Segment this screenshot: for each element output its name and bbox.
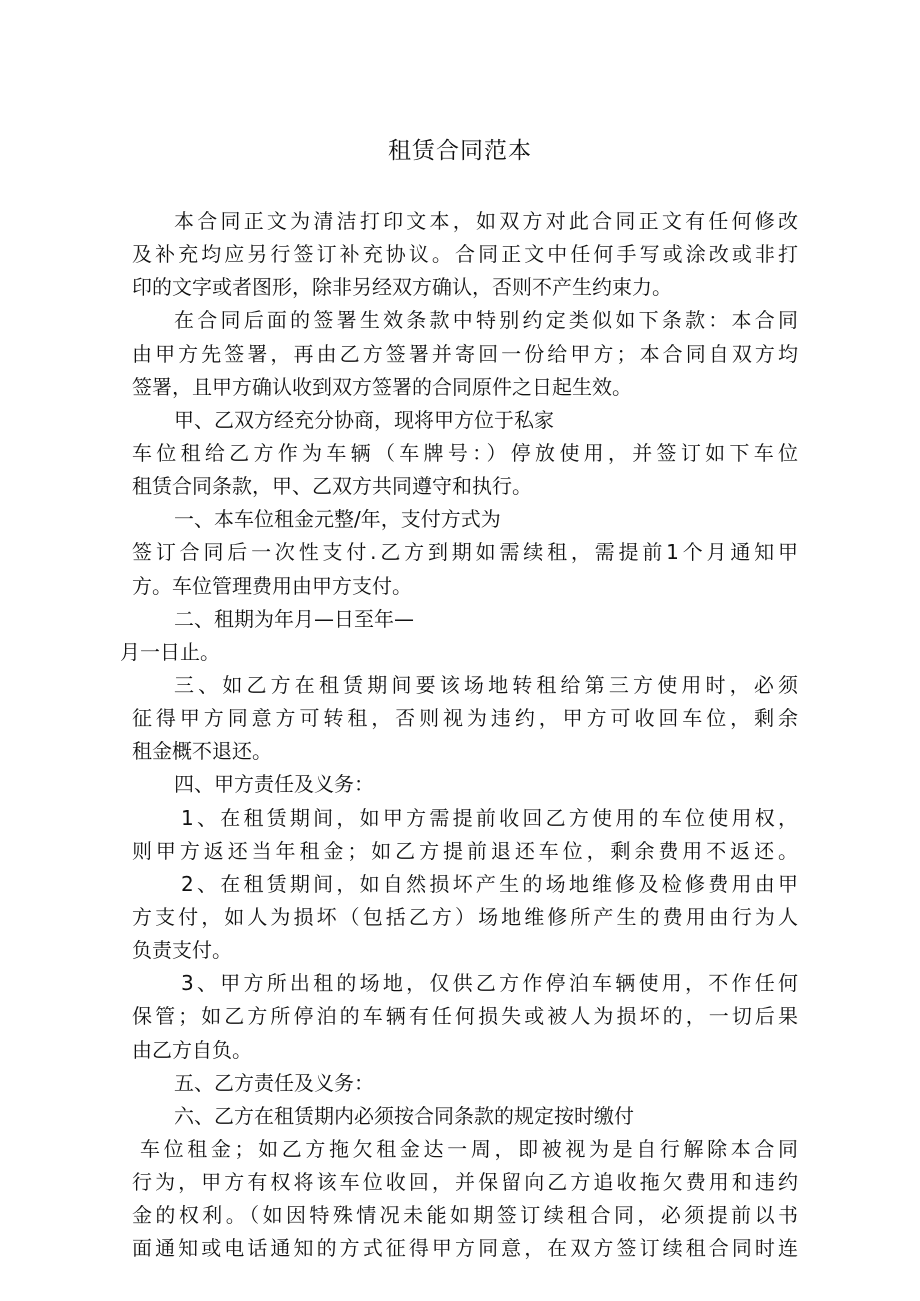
text-line: 行为，甲方有权将该车位收回，并保留向乙方追收拖欠费用和违约 [132,1170,798,1195]
text-line: 车位租金；如乙方拖欠租金达一周，即被视为是自行解除本合同 [140,1136,798,1161]
text-line: 签署，且甲方确认收到双方签署的合同原件之日起生效。 [132,374,632,399]
document-title: 租赁合同范本 [388,138,532,164]
text-line: 签订合同后一次性支付.乙方到期如需续租，需提前1个月通知甲 [132,540,798,565]
text-line: 方。车位管理费用由甲方支付。 [132,573,412,598]
text-line: 方支付，如人为损坏（包括乙方）场地维修所产生的费用由行为人 [132,904,798,929]
text-line: 面通知或电话通知的方式征得甲方同意，在双方签订续租合同时连 [132,1236,798,1261]
text-line: 车位租给乙方作为车辆（车牌号：）停放使用，并签订如下车位 [132,440,798,465]
text-line: 征得甲方同意方可转租，否则视为违约，甲方可收回车位，剩余 [132,706,798,731]
text-line: 月一日止。 [120,639,220,664]
text-line: 一、本车位租金元整/年，支付方式为 [174,507,501,532]
text-line: 由乙方自负。 [132,1037,252,1062]
text-line: 租赁合同条款，甲、乙双方共同遵守和执行。 [132,474,532,499]
text-line: 印的文字或者图形，除非另经双方确认，否则不产生约束力。 [132,275,672,300]
text-line: 三、如乙方在租赁期间要该场地转租给第三方使用时，必须 [174,672,798,697]
text-line: 四、甲方责任及义务： [174,772,374,797]
text-line: 及补充均应另行签订补充协议。合同正文中任何手写或涂改或非打 [132,242,798,267]
text-line: 甲、乙双方经充分协商，现将甲方位于私家 [174,407,554,432]
document-body [120,205,798,1266]
text-line: 二、租期为年月—日至年— [174,606,414,631]
text-line: 在合同后面的签署生效条款中特别约定类似如下条款：本合同 [174,308,798,333]
text-line: 保管；如乙方所停泊的车辆有任何损失或被人为损坏的，一切后果 [132,1004,798,1029]
text-line: 负责支付。 [132,938,232,963]
text-line: 则甲方返还当年租金；如乙方提前退还车位，剩余费用不返还。 [132,838,798,863]
text-line: 本合同正文为清洁打印文本，如双方对此合同正文有任何修改 [174,209,798,233]
text-line: 五、乙方责任及义务： [174,1070,374,1095]
text-line: 租金概不退还。 [132,739,272,764]
text-line: 由甲方先签署，再由乙方签署并寄回一份给甲方；本合同自双方均 [132,341,798,366]
text-line: 金的权利。（如因特殊情况未能如期签订续租合同，必须提前以书 [132,1203,798,1228]
text-line: 3、甲方所出租的场地，仅供乙方作停泊车辆使用，不作任何 [181,971,798,996]
text-line: 六、乙方在租赁期内必须按合同条款的规定按时缴付 [174,1103,634,1128]
text-line: 1、在租赁期间，如甲方需提前收回乙方使用的车位使用权， [181,805,798,830]
text-line: 2、在租赁期间，如自然损坏产生的场地维修及检修费用由甲 [181,871,798,896]
